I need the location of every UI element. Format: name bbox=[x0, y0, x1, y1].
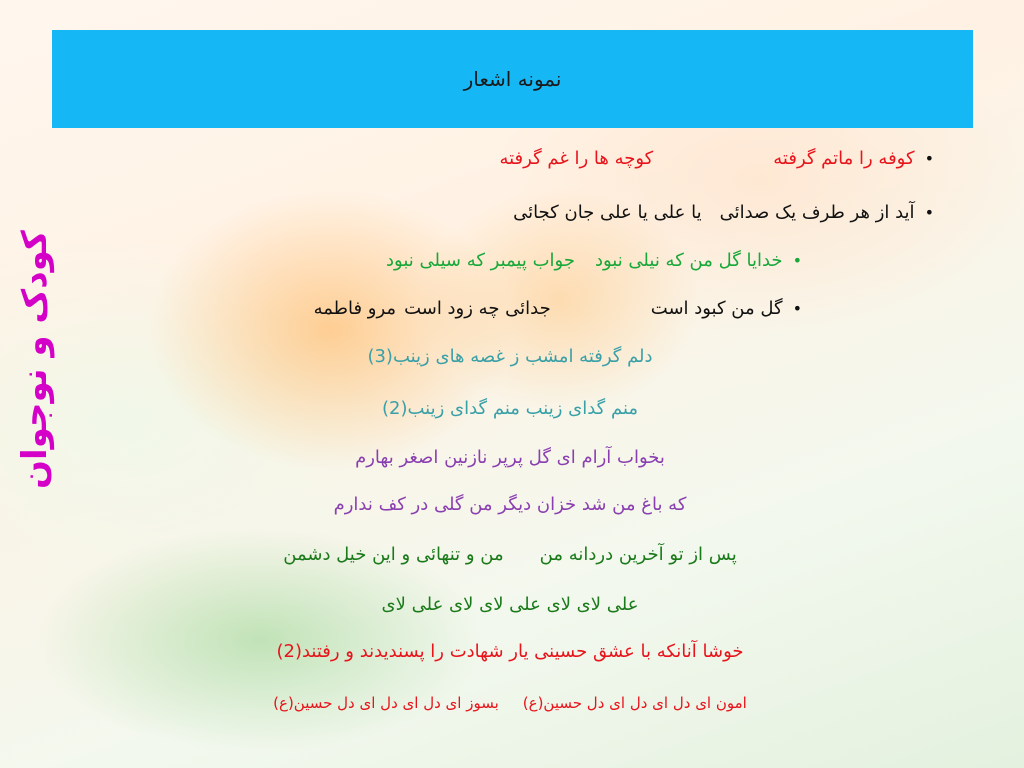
poem-line-12 bbox=[100, 690, 920, 716]
bullet: • bbox=[924, 203, 934, 222]
verse-part: مرو فاطمه bbox=[313, 298, 397, 319]
poem-line-7: بخواب آرام ای گل پرپر نازنین اصغر بهارم bbox=[355, 447, 665, 468]
verse-part: پس از تو آخرین دردانه من bbox=[539, 544, 737, 565]
side-vertical-title: کودک و نوجوان bbox=[15, 230, 55, 490]
poem-line-1 bbox=[499, 146, 934, 172]
verse-part: جواب پیمبر که سیلی نبود bbox=[386, 250, 575, 271]
verse-part: کوچه ها را غم گرفته bbox=[499, 148, 654, 169]
poem-line-6: منم گدای زینب منم گدای زینب(2) bbox=[381, 398, 639, 419]
bullet: • bbox=[792, 251, 802, 270]
poem-line-3 bbox=[386, 248, 802, 274]
verse-part: کوفه را ماتم گرفته bbox=[773, 148, 915, 169]
poem-line-8: که باغ من شد خزان دیگر من گلی در کف ندارم bbox=[333, 494, 687, 515]
bullet: • bbox=[792, 299, 802, 318]
verse-part: من و تنهائی و این خیل دشمن bbox=[283, 544, 504, 565]
poem-line-11: خوشا آنانکه با عشق حسینی یار شهادت را پسندیدند و رفتند(2) bbox=[276, 641, 744, 662]
poem-line-2 bbox=[513, 200, 934, 226]
verse-part: امون ای دل ای دل ای دل حسین(ع) bbox=[522, 694, 747, 712]
verse-part: گل من کبود است bbox=[650, 298, 783, 319]
verse-part: آید از هر طرف یک صدائی bbox=[719, 202, 915, 223]
poem-line-4 bbox=[314, 296, 802, 322]
slide-title-bar bbox=[52, 30, 973, 128]
poem-line-10: علی لای لای علی لای لای علی لای bbox=[381, 594, 639, 615]
verse-part: یا علی یا علی جان کجائی bbox=[513, 202, 702, 223]
poem-line-9 bbox=[100, 542, 920, 568]
verse-part: جدائی چه زود است bbox=[404, 298, 551, 319]
bullet: • bbox=[924, 149, 934, 168]
slide-title: نمونه اشعار bbox=[463, 67, 562, 91]
poem-line-5: دلم گرفته امشب ز غصه های زینب(3) bbox=[367, 346, 653, 367]
verse-part: بسوز ای دل ای دل ای دل حسین(ع) bbox=[273, 694, 499, 712]
verse-part: خدایا گل من که نیلی نبود bbox=[594, 250, 783, 271]
